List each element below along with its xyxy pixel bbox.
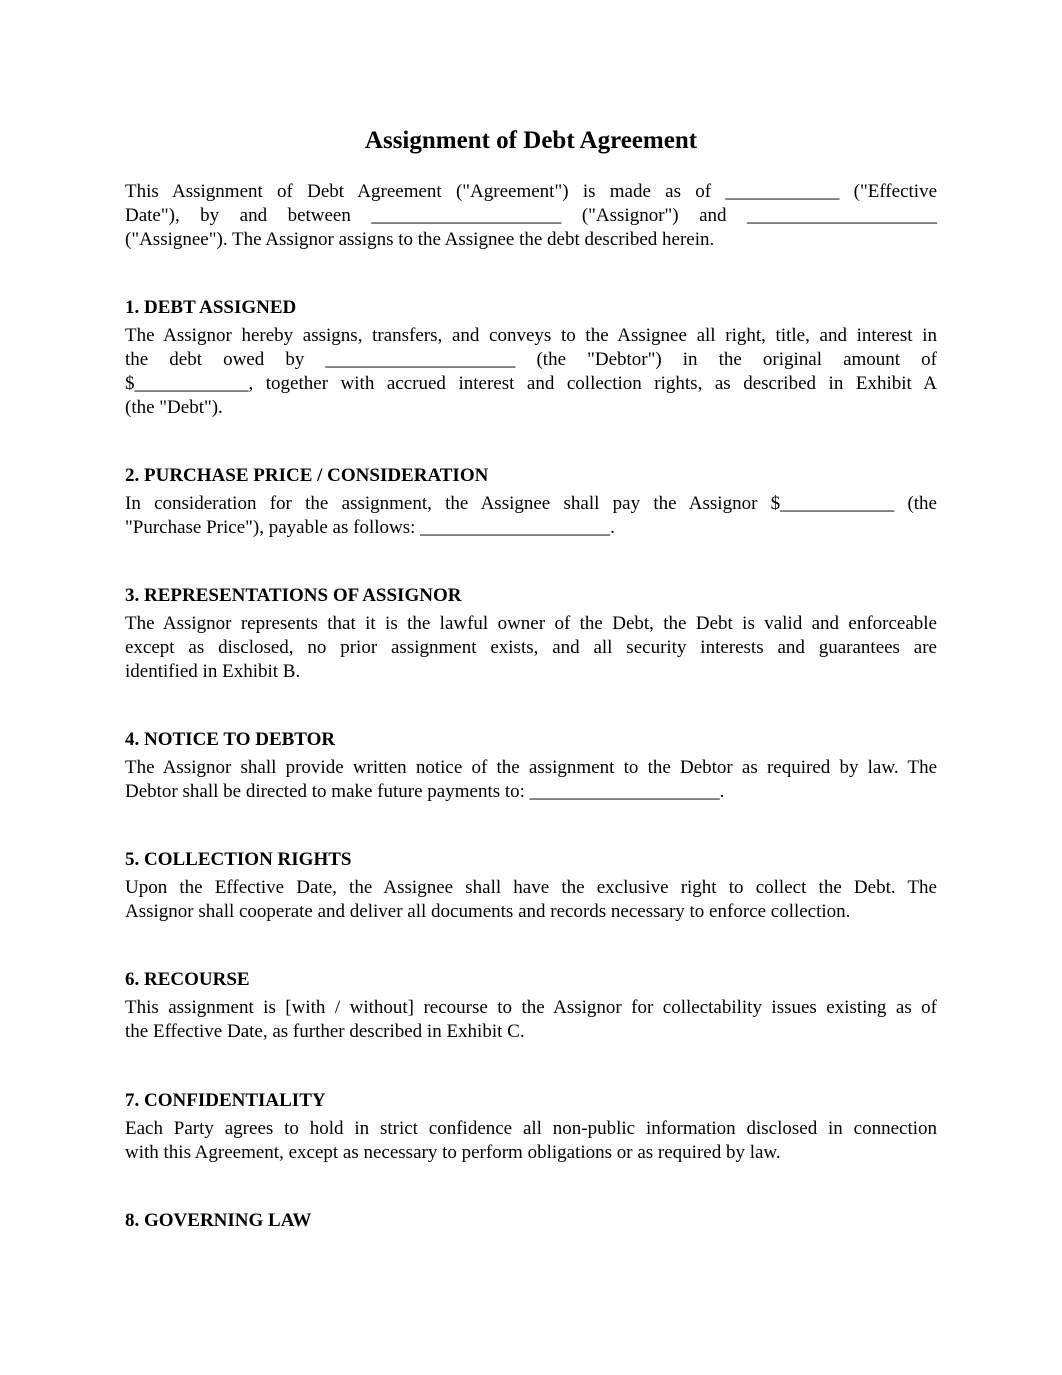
section-debt-assigned [125,296,937,420]
intro-line: Date"), by and between ____________________ ("Assignor") and ____________________ [125,205,937,226]
body-line: Debtor shall be directed to make future payments to: ____________________. [125,781,725,802]
body-line: In consideration for the assignment, the Assignee shall pay the Assignor $____________ (the [125,493,937,514]
body-line: The Assignor hereby assigns, transfers, and conveys to the Assignee all right, title, and interest in [125,325,937,346]
body-line: (the "Debt"). [125,397,223,418]
section-body [125,756,937,804]
section-confidentiality [125,1089,937,1165]
document-title: Assignment of Debt Agreement [364,127,698,154]
section-body [125,612,937,684]
section-heading: 1. DEBT ASSIGNED [125,297,297,318]
body-line: Assignor shall cooperate and deliver all documents and records necessary to enforce collection. [125,901,851,922]
body-line: the debt owed by ____________________ (the "Debtor") in the original amount of [125,349,937,370]
section-heading: 6. RECOURSE [125,969,250,990]
section-collection-rights [125,848,937,924]
intro-line: This Assignment of Debt Agreement ("Agreement") is made as of ____________ ("Effective [125,181,937,202]
section-body [125,324,937,420]
section-heading: 7. CONFIDENTIALITY [125,1090,326,1111]
intro-line: ("Assignee"). The Assignor assigns to the Assignee the debt described herein. [125,229,715,250]
body-line: the Effective Date, as further described in Exhibit C. [125,1021,525,1042]
body-line: with this Agreement, except as necessary to perform obligations or as required by law. [125,1142,781,1163]
section-body [125,876,937,924]
section-representations [125,584,937,684]
body-line: except as disclosed, no prior assignment exists, and all security interests and guarantees are [125,637,937,658]
body-line: Upon the Effective Date, the Assignee shall have the exclusive right to collect the Debt. The [125,877,937,898]
body-line: The Assignor represents that it is the lawful owner of the Debt, the Debt is valid and enforceable [125,613,937,634]
intro-paragraph [125,180,937,252]
section-heading: 3. REPRESENTATIONS OF ASSIGNOR [125,585,462,606]
body-line: This assignment is [with / without] recourse to the Assignor for collectability issues existing as of [125,997,937,1018]
body-line: $____________, together with accrued interest and collection rights, as described in Exhibit A [125,373,937,394]
body-line: identified in Exhibit B. [125,661,301,682]
section-governing-law [125,1209,937,1237]
section-heading: 5. COLLECTION RIGHTS [125,849,352,870]
section-recourse [125,968,937,1044]
section-purchase-price [125,464,937,540]
section-heading: 4. NOTICE TO DEBTOR [125,729,336,750]
body-line: The Assignor shall provide written notice of the assignment to the Debtor as required by law. The [125,757,937,778]
section-heading: 2. PURCHASE PRICE / CONSIDERATION [125,465,489,486]
section-heading: 8. GOVERNING LAW [125,1210,312,1231]
body-line: "Purchase Price"), payable as follows: ____________________. [125,517,615,538]
body-line: Each Party agrees to hold in strict confidence all non-public information disclosed in connection [125,1118,937,1139]
section-body [125,996,937,1044]
section-body [125,1117,937,1165]
section-body [125,492,937,540]
section-notice-to-debtor [125,728,937,804]
